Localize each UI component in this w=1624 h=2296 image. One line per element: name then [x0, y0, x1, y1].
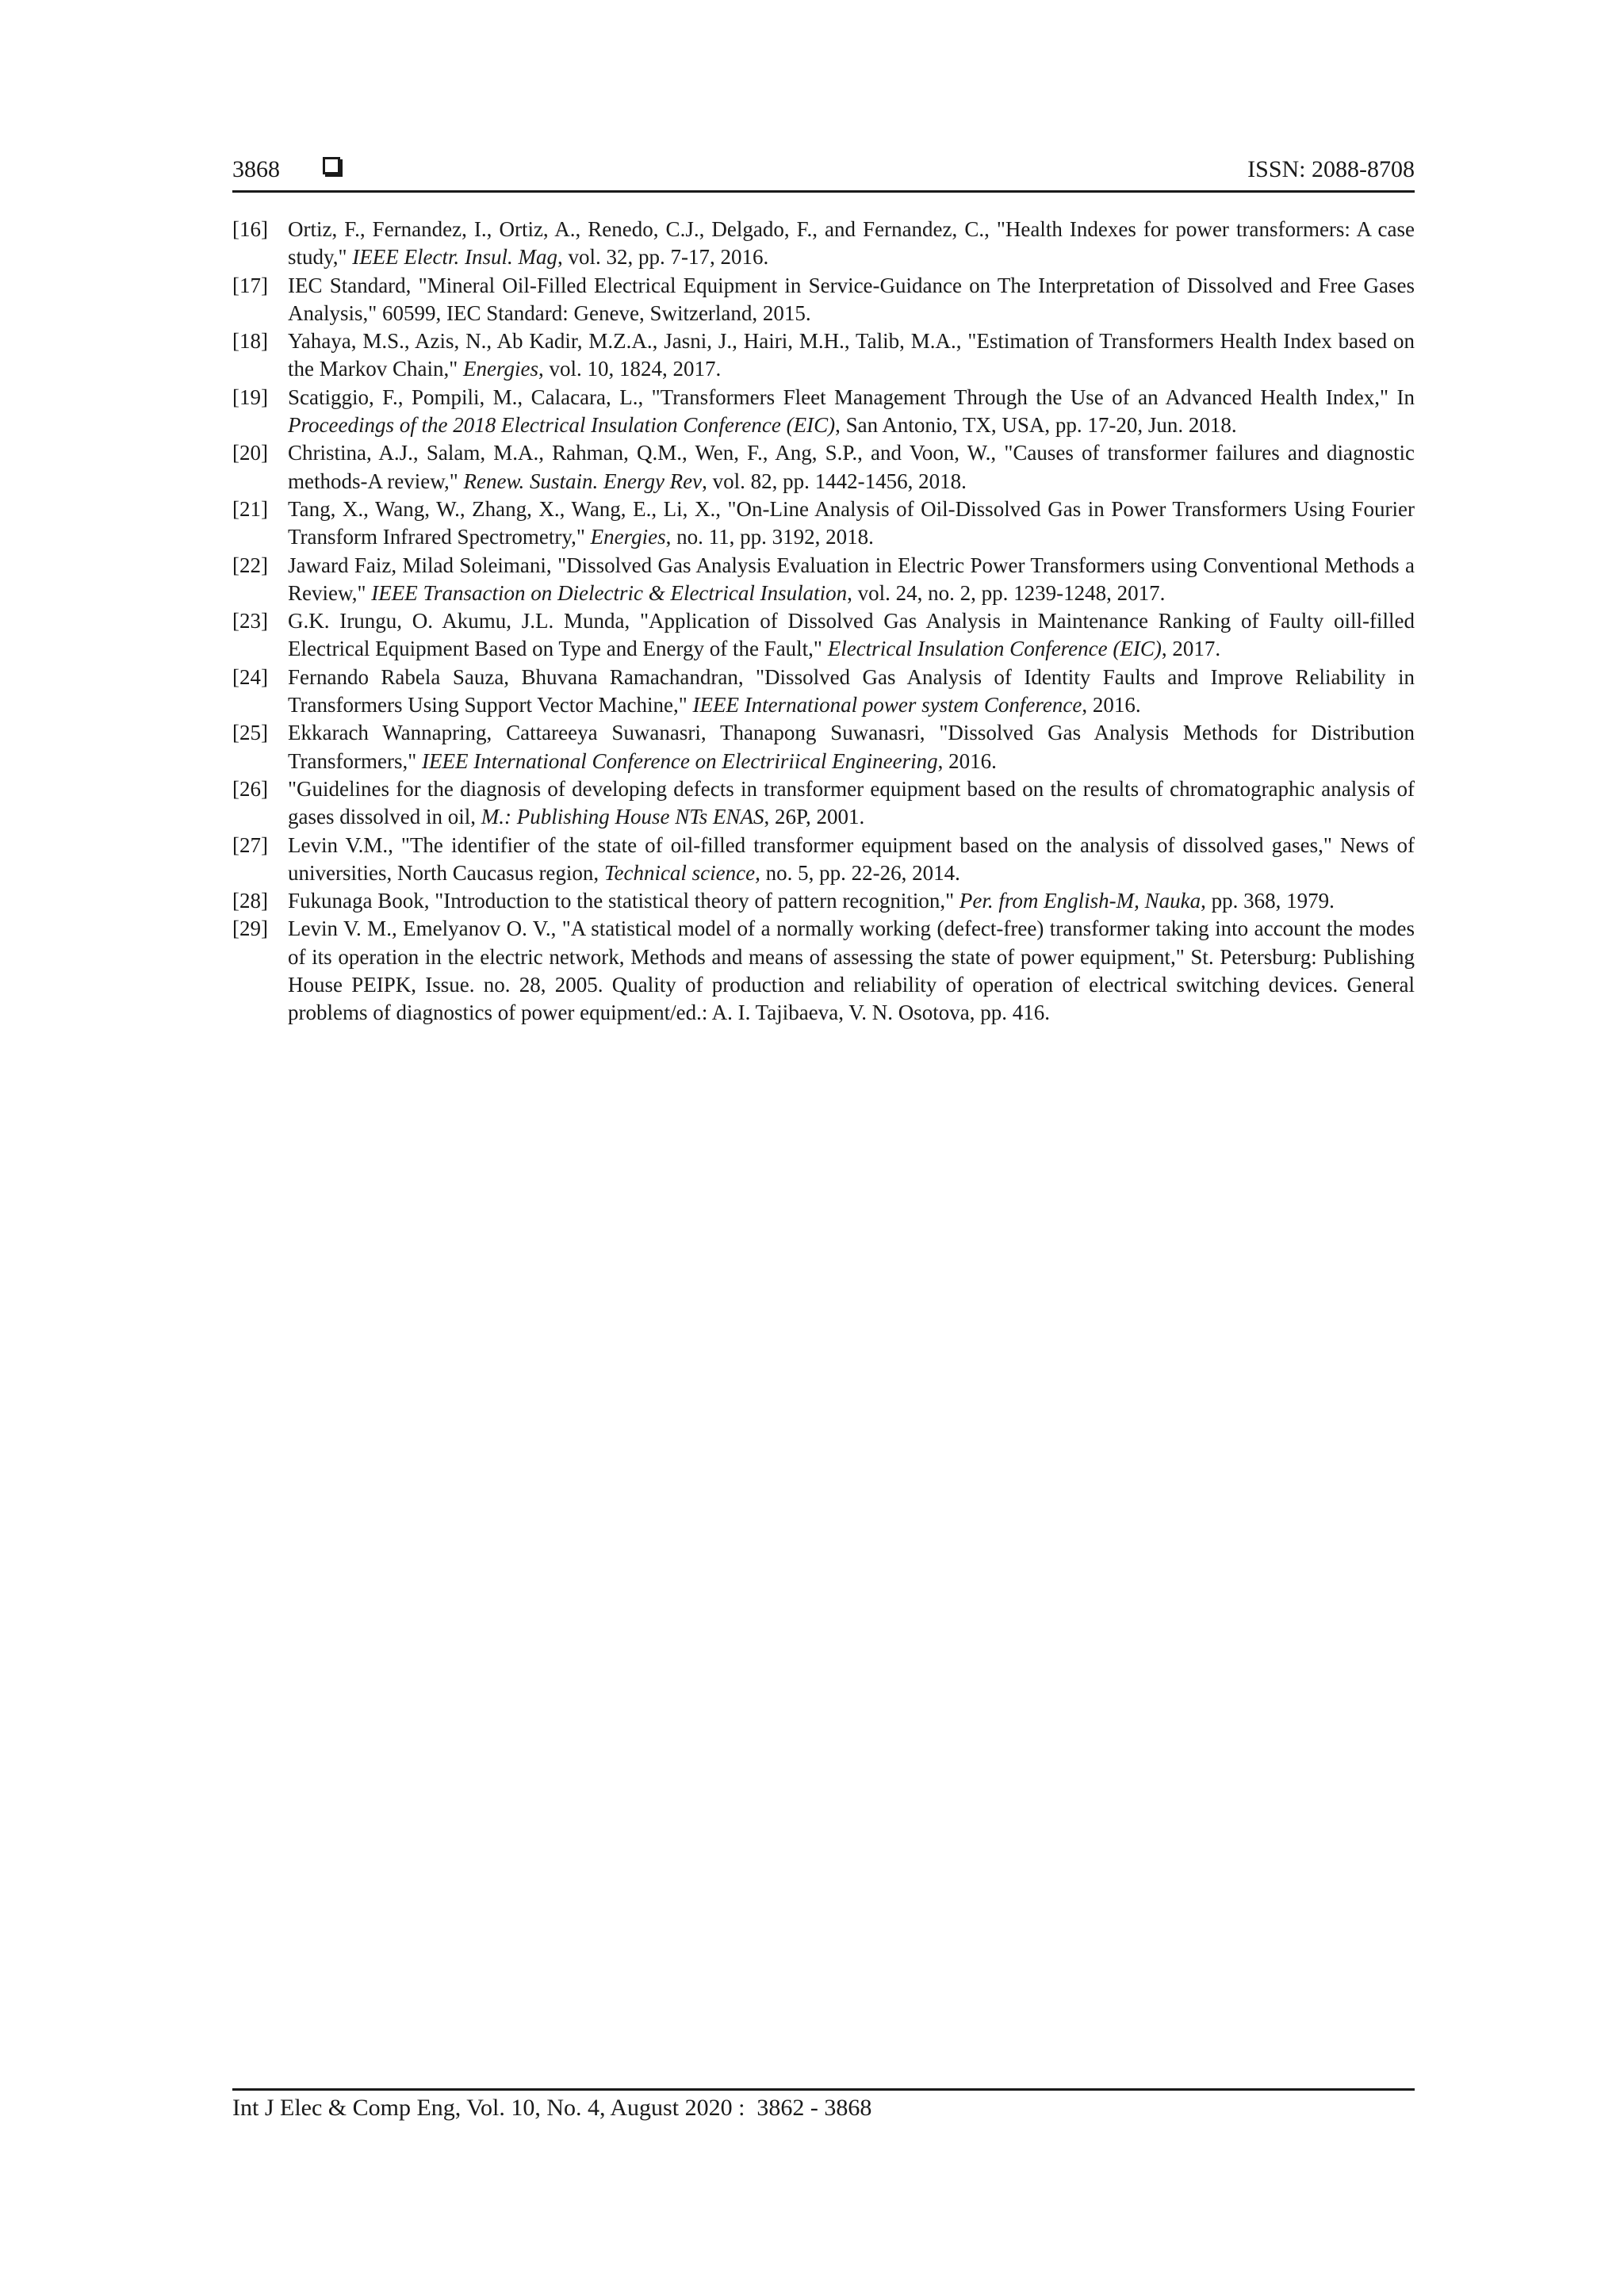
reference-item	[232, 327, 1415, 384]
reference-item	[232, 607, 1415, 664]
reference-number: [17]	[232, 273, 268, 297]
reference-text	[288, 721, 1415, 772]
reference-number: [25]	[232, 721, 268, 745]
reference-number: [20]	[232, 441, 268, 465]
reference-number: [18]	[232, 329, 268, 354]
reference-text	[288, 441, 1415, 492]
reference-source-italic: M.: Publishing House NTs ENAS	[481, 805, 764, 829]
reference-source-italic: IEEE Electr. Insul. Mag	[352, 245, 557, 270]
reference-number: [27]	[232, 832, 268, 857]
reference-text-segment: , vol. 10, 1824, 2017.	[538, 357, 722, 381]
reference-text-segment: "Guidelines for the diagnosis of developing defects in transformer equipment based on the results of chromatographic analysis of gases dissolved in oil,	[288, 776, 1415, 829]
reference-item	[232, 439, 1415, 496]
reference-text-segment: Fukunaga Book, "Introduction to the statistical theory of pattern recognition,"	[288, 889, 959, 913]
reference-item	[232, 775, 1415, 832]
reference-item	[232, 887, 1415, 915]
reference-text-segment: , 26P, 2001.	[764, 805, 865, 829]
reference-number: [28]	[232, 889, 268, 913]
journal-citation-footer: Int J Elec & Comp Eng, Vol. 10, No. 4, August 2020 : 3862 - 3868	[232, 2095, 872, 2121]
reference-text	[288, 497, 1415, 549]
footer-rule	[232, 2088, 1415, 2091]
reference-text-segment: G.K. Irungu, O. Akumu, J.L. Munda, "Application of Dissolved Gas Analysis in Maintenance Ranking of Faulty oill-filled Electrical Equipment Based on Type and Energy of the Fault,"	[288, 609, 1415, 661]
reference-source-italic: Proceedings of the 2018 Electrical Insulation Conference (EIC)	[288, 413, 836, 438]
reference-text-segment: Scatiggio, F., Pompili, M., Calacara, L., "Transformers Fleet Management Through the Use of an Advanced Health Index," In	[288, 385, 1415, 409]
header-rule	[232, 190, 1415, 193]
reference-text-segment: Ortiz, F., Fernandez, I., Ortiz, A., Renedo, C.J., Delgado, F., and Fernandez, C., "Health Indexes for power transformers: A case study,"	[288, 217, 1415, 270]
reference-text	[288, 217, 1415, 269]
reference-text-segment: , San Antonio, TX, USA, pp. 17-20, Jun. 2018.	[835, 413, 1237, 438]
reference-source-italic: Energies	[462, 357, 538, 381]
reference-text	[288, 665, 1415, 717]
reference-text	[288, 833, 1415, 885]
reference-source-italic: IEEE International power system Conference	[692, 693, 1082, 718]
reference-text-segment: IEC Standard, "Mineral Oil-Filled Electrical Equipment in Service-Guidance on The Interpretation of Dissolved and Free Gases Analysis," 60599, IEC Standard: Geneve, Switzerland, 2015.	[288, 273, 1415, 325]
reference-number: [19]	[232, 385, 268, 409]
running-header	[232, 152, 1415, 192]
reference-text-segment: no. 5, pp. 22-26, 2014.	[760, 860, 960, 885]
reference-number: [26]	[232, 776, 268, 801]
reference-text	[288, 553, 1415, 605]
square-shadow-icon	[323, 157, 340, 174]
reference-text	[288, 385, 1415, 437]
reference-item	[232, 664, 1415, 720]
reference-item	[232, 496, 1415, 552]
reference-text-segment: , no. 11, pp. 3192, 2018.	[665, 525, 874, 549]
reference-number: [29]	[232, 916, 268, 941]
reference-text-segment: , vol. 24, no. 2, pp. 1239-1248, 2017.	[847, 580, 1166, 605]
reference-text	[288, 889, 1335, 913]
reference-text-segment: Tang, X., Wang, W., Zhang, X., Wang, E., Li, X., "On-Line Analysis of Oil-Dissolved Gas in Power Transformers Using Fourier Transform Infrared Spectrometry,"	[288, 496, 1415, 549]
reference-source-italic: Electrical Insulation Conference (EIC)	[827, 637, 1162, 661]
reference-item	[232, 552, 1415, 608]
reference-source-italic: IEEE Transaction on Dielectric & Electrical Insulation	[371, 580, 848, 605]
reference-text	[288, 329, 1415, 381]
reference-item	[232, 216, 1415, 272]
reference-number: [22]	[232, 553, 268, 577]
reference-text-segment: Levin V. M., Emelyanov O. V., "A statistical model of a normally working (defect-free) transformer taking into account the modes of its operation in the electric network, Methods and means of assessing the state of power equipment," St. Petersburg: Publishing House PEIPK, Issue. no. 28, 2005. Quality of production and reliability of operation of electrical switching devices. General problems of diagnostics of power equipment/ed.: A. I. Tajibaeva, V. N. Osotova, pp. 416.	[288, 916, 1415, 1025]
reference-text-segment: Ekkarach Wannapring, Cattareeya Suwanasri, Thanapong Suwanasri, "Dissolved Gas Analysis Methods for Distribution Transformers,"	[288, 721, 1415, 773]
issn: ISSN: 2088-8708	[1247, 156, 1415, 182]
reference-text-segment: , vol. 32, pp. 7-17, 2016.	[557, 245, 769, 270]
reference-number: [16]	[232, 217, 268, 241]
reference-number: [21]	[232, 496, 268, 521]
page-number: 3868	[232, 156, 280, 182]
reference-source-italic: Technical science,	[603, 860, 760, 885]
reference-text	[288, 274, 1415, 325]
reference-text-segment: Christina, A.J., Salam, M.A., Rahman, Q.M., Wen, F., Ang, S.P., and Voon, W., "Causes of transformer failures and diagnostic methods-A review,"	[288, 441, 1415, 493]
reference-number: [24]	[232, 664, 268, 689]
reference-text-segment: Fernando Rabela Sauza, Bhuvana Ramachandran, "Dissolved Gas Analysis of Identity Faults and Improve Reliability in Transformers Using Support Vector Machine,"	[288, 664, 1415, 718]
reference-text-segment: Jaward Faiz, Milad Soleimani, "Dissolved Gas Analysis Evaluation in Electric Power Transformers using Conventional Methods a Review,"	[288, 553, 1415, 605]
reference-text-segment: , 2016.	[937, 748, 997, 773]
reference-text-segment: Yahaya, M.S., Azis, N., Ab Kadir, M.Z.A., Jasni, J., Hairi, M.H., Talib, M.A., "Estimation of Transformers Health Index based on the Markov Chain,"	[288, 329, 1415, 381]
reference-number: [23]	[232, 609, 268, 633]
reference-item	[232, 719, 1415, 775]
reference-text-segment: , 2017.	[1161, 637, 1221, 661]
reference-text-segment: , 2016.	[1082, 693, 1141, 718]
reference-text	[288, 609, 1415, 660]
reference-list	[232, 216, 1415, 1027]
reference-item	[232, 832, 1415, 888]
reference-source-italic: Energies	[590, 525, 666, 549]
reference-text	[288, 916, 1415, 1024]
reference-source-italic: Renew. Sustain. Energy Rev	[463, 469, 703, 493]
reference-item	[232, 915, 1415, 1027]
reference-source-italic: Per. from English-M, Nauka	[959, 889, 1201, 913]
reference-source-italic: IEEE International Conference on Electririical Engineering	[422, 748, 938, 773]
reference-item	[232, 272, 1415, 328]
reference-item	[232, 384, 1415, 440]
reference-text-segment: , vol. 82, pp. 1442-1456, 2018.	[702, 469, 967, 493]
reference-text-segment: Levin V.M., "The identifier of the state of oil-filled transformer equipment based on the analysis of dissolved gases," News of universities, North Caucasus region,	[288, 832, 1415, 885]
reference-text	[288, 777, 1415, 828]
reference-text-segment: , pp. 368, 1979.	[1201, 889, 1335, 913]
